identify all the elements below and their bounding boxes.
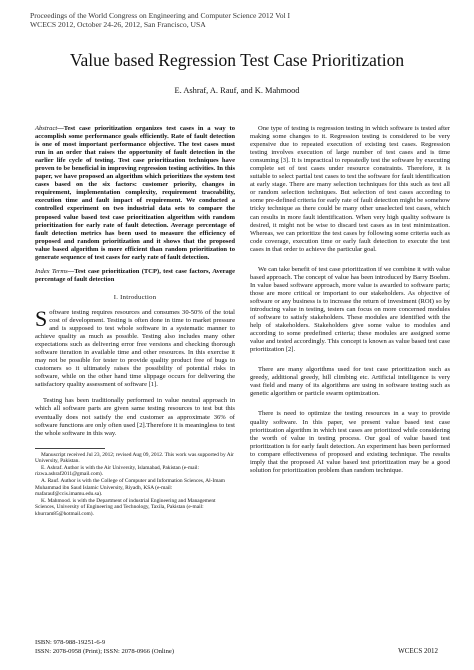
right-paragraph-2: We can take benefit of test case prioritization if we combine it with value based approach. The concept of value has been introduced by Barry Boehm. In value based software approach, more value is awarded to software parts; those are more critical or important to our stakeholders. As objective of software or any business is to increase the return of investment (ROI) so by introducing value in testing, testers can focus on more concerned modules of software to satisfy stakeholders. These modules are identified with the help of stakeholders. Stakeholders give some value to modules and according to some predefined criteria; these modules are assigned some value and tested accordingly. This concept is known as value based test case prioritization [2]. bbox=[250, 265, 450, 354]
intro-paragraph-2: Testing has been traditionally performed in value neutral approach in which all software parts are given same testing resources to test but this eventually does not satisfy the end customer as approximate 36% of software functions are only often used [2].Therefore it is meaningless to test the whole software in this way. bbox=[35, 397, 235, 437]
footer-conference: WCECS 2012 bbox=[398, 647, 438, 655]
right-paragraph-1: One type of testing is regression testing in which software is tested after making some changes to it. Regression testing is considered to be very expensive due to repeated execution of existing test cases. Regression testing involves execution of large number of test cases and is time consuming [3]. It is impractical to repeatedly test the software by executing complete set of test cases under resource constraints. Therefore, it is suitable to select partial test cases to test the software for fault identification at early stage. There are many selection techniques for this such as test all or random selection techniques. But selection of test cases according to some pre-defined criteria for early rate of fault detection might be somehow tricky technique as there could be many other unselected test cases, which can results in more fault identification. When very high quality software is desired, it might not be wise to discard test cases as in test minimization. Whereas, we can prioritize the test cases by following some criteria such as code coverage, execution time or early fault detection to execute the test cases in that order to achieve the particular goal. bbox=[250, 125, 450, 253]
paper-title: Value based Regression Test Case Prioritization bbox=[69, 50, 405, 70]
right-paragraph-3: There are many algorithms used for test case prioritization such as greedy, additional greedy, hill climbing etc. Artificial intelligence is very vast field and many of its algorithms are using in software testing such as genetic algorithm or particle swarm optimization. bbox=[250, 366, 450, 398]
abstract-lead: Abstract bbox=[35, 125, 58, 132]
intro-paragraph-1-text: oftware testing requires resources and consumes 30-50% of the total cost of development. Testing is often done in time to market pressure and is supposed to test whole software in a systematic manner to achieve quality as much as possible. Testing also includes many other expectations such as delivering error free versions and checking thorough software iteration in available time and other resources. In this exercise it may not be possible for tester to provide quality product free of bugs to customers so it ultimately raises the possibility of potential risks in software, while on the other hand time slippage occurs for delivering the satisfactory quality assessment of software [1]. bbox=[35, 308, 235, 389]
right-column bbox=[250, 125, 450, 475]
footnote-divider bbox=[35, 448, 105, 449]
footer-issn: ISSN: 2078-0958 (Print); ISSN: 2078-0966 (Online) bbox=[35, 647, 175, 655]
paper-authors: E. Ashraf, A. Rauf, and K. Mahmood bbox=[174, 86, 300, 95]
footnote-manuscript: Manuscript received Jul 23, 2012; revised Aug 09, 2012. This work was supported by Air University, Pakistan. bbox=[35, 451, 234, 465]
abstract-text: —Test case prioritization organizes test cases in a way to accomplish some performance goals efficiently. Rate of fault detection is one of most important performance objective. The test cases must run in an order that raises the opportunity of fault detection in the earlier life cycle of testing. Test case prioritization techniques have proven to be beneficial in improving regression testing activities. In this paper, we have proposed an algorithm which prioritizes the system test cases based on the six factors: customer priority, changes in requirement, implementation complexity, requirement traceability, execution time and fault impact of requirement. We conducted a controlled experiment on two industrial data sets to compare the proposed value based test case prioritization algorithm with random prioritization for early rate of fault detection. Average percentage of fault detection metrics has been used to measure the efficiency of proposed and random prioritization and it shows that the proposed value based algorithm is more efficient than random prioritization to generate sequence of test cases for early rate of fault detection. bbox=[35, 125, 235, 261]
section-heading-introduction: I. Introduction bbox=[113, 293, 157, 301]
footer-isbn: ISBN: 978-988-19251-6-9 bbox=[35, 639, 106, 646]
left-column bbox=[35, 125, 235, 518]
abstract bbox=[35, 125, 235, 262]
footnote-author-2: A. Rauf. Author is with the College of Computer and Information Sciences, Al-Imam Muhammad ibn Saud Islamic University, Riyadh, KSA (e-mail: mafarauf@ccis.imamu.edu.sa). bbox=[35, 478, 225, 498]
header-line-1: Proceedings of the World Congress on Engineering and Computer Science 2012 Vol I bbox=[30, 11, 291, 20]
footer-identifiers bbox=[35, 639, 174, 656]
footnotes bbox=[35, 452, 235, 518]
index-terms-lead: Index Terms bbox=[35, 267, 68, 275]
drop-cap: S bbox=[35, 305, 48, 331]
index-terms bbox=[35, 268, 235, 284]
proceedings-header bbox=[30, 11, 290, 29]
right-paragraph-4: There is need to optimize the testing resources in a way to provide quality software. In this paper, we present value based test case prioritization algorithm in which test cases are prioritized while considering the worth of value in testing process. Our goal of value based test prioritization is for early fault detection. An experiment has been performed to compare effectiveness of proposed and existing technique. The results imply that the proposed AI value based test prioritization may be a good solution for prioritization problem than random technique. bbox=[250, 410, 450, 474]
footnote-author-3: K. Mahmood. is with the Department of industrial Engineering and Management Sciences, University of Engineering and Technology, Taxila, Pakistan (e-mail: khurram85@hotmail.com). bbox=[35, 497, 216, 517]
header-line-2: WCECS 2012, October 24-26, 2012, San Francisco, USA bbox=[30, 20, 206, 29]
index-terms-text: —Test case prioritization (TCP), test case factors, Average percentage of fault detection bbox=[35, 267, 235, 283]
intro-paragraph-1 bbox=[35, 305, 235, 389]
footnote-author-1: E. Ashraf. Author is with the Air University, Islamabad, Pakistan (e-mail: rizwa.ashraf2011@gmail.com). bbox=[35, 464, 200, 478]
